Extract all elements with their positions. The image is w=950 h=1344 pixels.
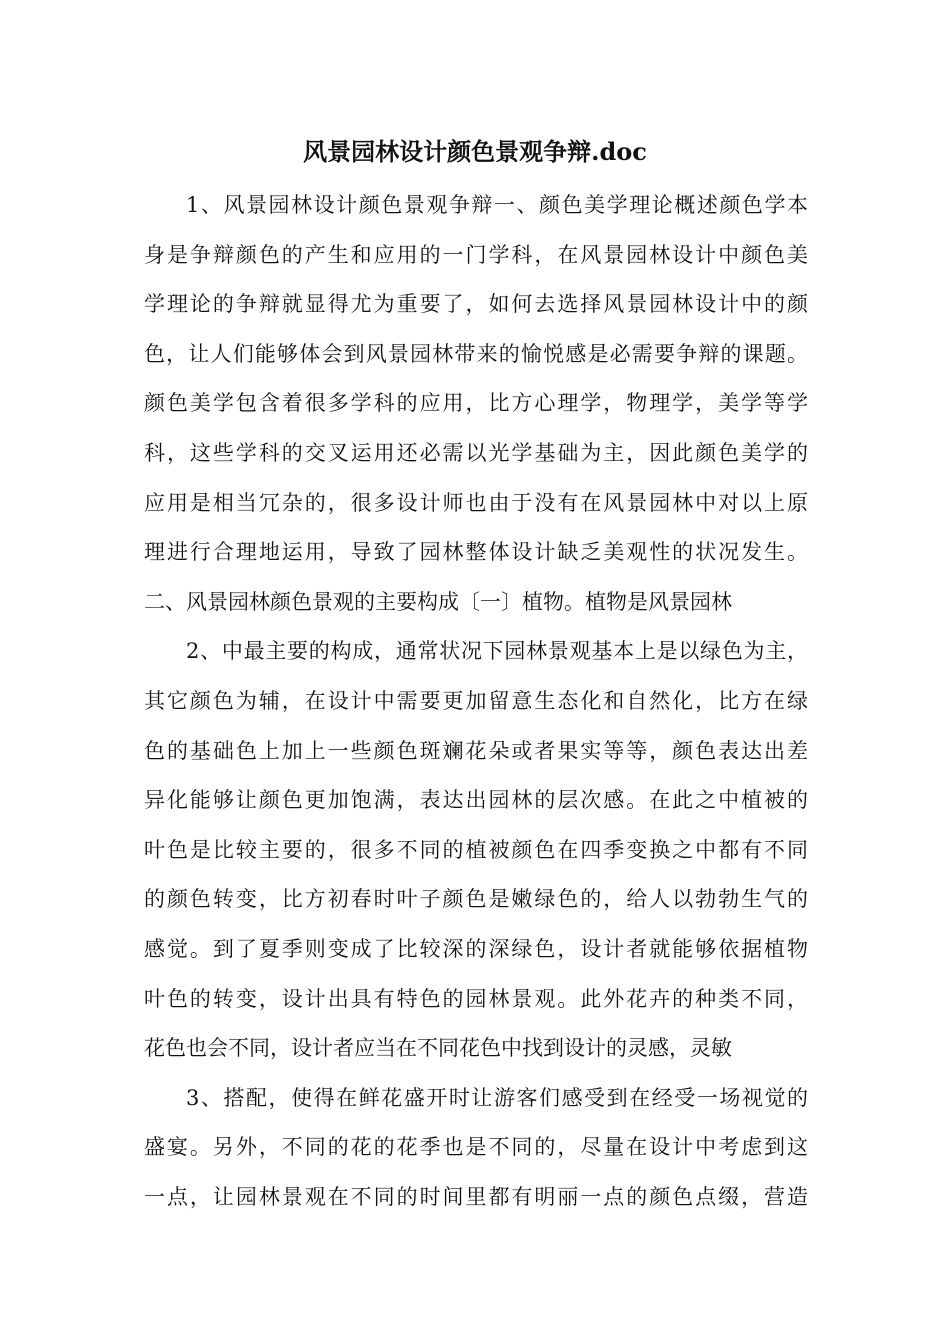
text-line: 一点，让园林景观在不同的时间里都有明丽一点的颜色点缀，营造 bbox=[144, 1184, 808, 1209]
text-line: 二、风景园林颜色景观的主要构成〔一〕植物。植物是风景园林 bbox=[144, 589, 732, 614]
text-line: 感觉。到了夏季则变成了比较深的深绿色，设计者就能够依据植物 bbox=[144, 936, 808, 961]
text-line: 2、中最主要的构成，通常状况下园林景观基本上是以绿色为主， bbox=[186, 639, 808, 664]
text-line: 异化能够让颜色更加饱满，表达出园林的层次感。在此之中植被的 bbox=[144, 788, 808, 813]
text-line: 叶色的转变，设计出具有特色的园林景观。此外花卉的种类不同， bbox=[144, 986, 808, 1011]
text-line: 理进行合理地运用，导致了园林整体设计缺乏美观性的状况发生。 bbox=[144, 540, 808, 565]
text-line: 盛宴。另外，不同的花的花季也是不同的，尽量在设计中考虑到这 bbox=[144, 1135, 808, 1160]
text-line: 应用是相当冗杂的，很多设计师也由于没有在风景园林中对以上原 bbox=[144, 490, 808, 515]
text-line: 花色也会不同，设计者应当在不同花色中找到设计的灵感，灵敏 bbox=[144, 1036, 732, 1061]
text-line: 身是争辩颜色的产生和应用的一门学科，在风景园林设计中颜色美 bbox=[144, 242, 808, 267]
text-line: 3、搭配，使得在鲜花盛开时让游客们感受到在经受一场视觉的 bbox=[186, 1085, 808, 1110]
text-line: 1、风景园林设计颜色景观争辩一、颜色美学理论概述颜色学本 bbox=[186, 193, 808, 217]
text-line: 科，这些学科的交叉运用还必需以光学基础为主，因此颜色美学的 bbox=[144, 440, 808, 465]
document-title: 风景园林设计颜色景观争辩.doc bbox=[303, 137, 647, 166]
document-body bbox=[144, 181, 808, 1222]
text-line: 颜色美学包含着很多学科的应用，比方心理学，物理学，美学等学 bbox=[144, 391, 808, 416]
text-line: 色，让人们能够体会到风景园林带来的愉悦感是必需要争辩的课题。 bbox=[144, 341, 808, 366]
text-line: 其它颜色为辅，在设计中需要更加留意生态化和自然化，比方在绿 bbox=[144, 688, 808, 713]
text-line: 学理论的争辩就显得尤为重要了，如何去选择风景园林设计中的颜 bbox=[144, 292, 808, 317]
text-line: 色的基础色上加上一些颜色斑斓花朵或者果实等等，颜色表达出差 bbox=[144, 738, 808, 763]
text-line: 的颜色转变，比方初春时叶子颜色是嫩绿色的，给人以勃勃生气的 bbox=[144, 887, 808, 912]
text-line: 叶色是比较主要的，很多不同的植被颜色在四季变换之中都有不同 bbox=[144, 837, 808, 862]
